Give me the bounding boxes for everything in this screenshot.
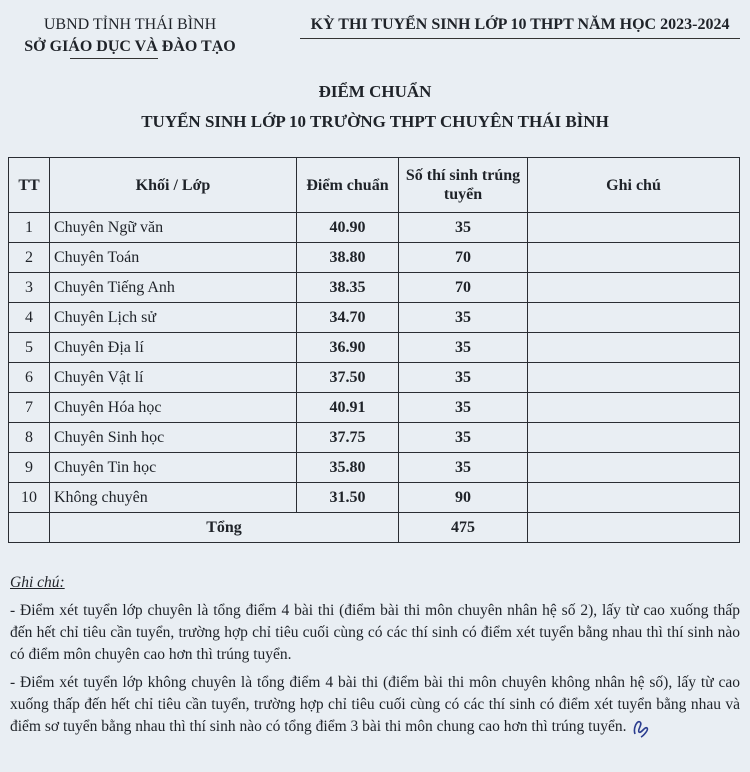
- notes-section: [10, 572, 740, 744]
- row-note: [528, 393, 740, 423]
- row-count: 35: [399, 333, 528, 363]
- row-note: [528, 243, 740, 273]
- total-row: [9, 513, 740, 543]
- total-count: 475: [399, 513, 528, 543]
- row-score: 40.90: [297, 213, 399, 243]
- row-note: [528, 423, 740, 453]
- row-count: 70: [399, 273, 528, 303]
- issuer-line-2: SỞ GIÁO DỤC VÀ ĐÀO TẠO: [24, 38, 236, 55]
- exam-header: [300, 14, 740, 39]
- row-note: [528, 363, 740, 393]
- row-tt: 4: [9, 303, 50, 333]
- row-count: 90: [399, 483, 528, 513]
- total-label: Tổng: [50, 513, 399, 543]
- row-count: 35: [399, 363, 528, 393]
- table-row: [9, 243, 740, 273]
- row-score: 40.91: [297, 393, 399, 423]
- row-class: Chuyên Tin học: [50, 453, 297, 483]
- row-class: Chuyên Tiếng Anh: [50, 273, 297, 303]
- row-count: 35: [399, 423, 528, 453]
- row-tt: 6: [9, 363, 50, 393]
- header-note: Ghi chú: [528, 158, 740, 213]
- row-score: 34.70: [297, 303, 399, 333]
- table-row: [9, 213, 740, 243]
- document-title: ĐIỂM CHUẨN: [318, 82, 432, 101]
- row-count: 35: [399, 303, 528, 333]
- table-row: [9, 363, 740, 393]
- header-score: Điểm chuẩn: [297, 158, 399, 213]
- header-count: Số thí sinh trúng tuyển: [399, 158, 528, 213]
- total-tt: [9, 513, 50, 543]
- issuer-line-1: UBND TỈNH THÁI BÌNH: [43, 16, 217, 33]
- note-item-2-text: - Điểm xét tuyển lớp không chuyên là tổng điểm 4 bài thi (điểm bài thi môn chuyên không nhân hệ số), lấy từ cao xuống thấp đến hết chỉ tiêu cần tuyển, trường hợp chỉ tiêu cuối cùng có các thí sinh có điểm xét tuyển bằng nhau và điểm sơ tuyển bằng nhau thì thí sinh nào có tổng điểm 3 bài thi môn chung cao hơn thì trúng tuyển.: [10, 674, 740, 735]
- table-row: [9, 423, 740, 453]
- row-note: [528, 453, 740, 483]
- row-class: Không chuyên: [50, 483, 297, 513]
- row-tt: 9: [9, 453, 50, 483]
- row-tt: 3: [9, 273, 50, 303]
- row-tt: 2: [9, 243, 50, 273]
- row-score: 37.75: [297, 423, 399, 453]
- total-note: [528, 513, 740, 543]
- note-item-1: - Điểm xét tuyển lớp chuyên là tổng điểm 4 bài thi (điểm bài thi môn chuyên nhân hệ số 2), lấy từ cao xuống thấp đến hết chỉ tiêu cần tuyển, trường hợp chỉ tiêu cuối cùng có các thí sinh có điểm xét tuyển bằng nhau thì thí sinh nào có điểm môn chuyên cao hơn thì trúng tuyển.: [10, 602, 740, 663]
- issuer-header: [10, 14, 250, 59]
- table-row: [9, 303, 740, 333]
- row-tt: 10: [9, 483, 50, 513]
- row-tt: 5: [9, 333, 50, 363]
- row-class: Chuyên Sinh học: [50, 423, 297, 453]
- table-row: [9, 453, 740, 483]
- row-class: Chuyên Lịch sử: [50, 303, 297, 333]
- table-row: [9, 393, 740, 423]
- row-score: 36.90: [297, 333, 399, 363]
- signature-mark: [631, 716, 651, 738]
- notes-heading: Ghi chú:: [10, 574, 65, 591]
- row-count: 35: [399, 213, 528, 243]
- row-score: 35.80: [297, 453, 399, 483]
- row-count: 35: [399, 393, 528, 423]
- score-table: [8, 157, 740, 543]
- header-tt: TT: [9, 158, 50, 213]
- table-row: [9, 483, 740, 513]
- note-item-2: [10, 672, 740, 738]
- row-class: Chuyên Ngữ văn: [50, 213, 297, 243]
- exam-title: KỲ THI TUYỂN SINH LỚP 10 THPT NĂM HỌC 2023-2024: [310, 16, 730, 33]
- row-tt: 7: [9, 393, 50, 423]
- table-row: [9, 333, 740, 363]
- row-note: [528, 483, 740, 513]
- exam-underline: [300, 38, 740, 39]
- row-class: Chuyên Địa lí: [50, 333, 297, 363]
- row-note: [528, 273, 740, 303]
- row-count: 35: [399, 453, 528, 483]
- row-note: [528, 333, 740, 363]
- row-note: [528, 213, 740, 243]
- row-class: Chuyên Hóa học: [50, 393, 297, 423]
- row-score: 31.50: [297, 483, 399, 513]
- row-class: Chuyên Vật lí: [50, 363, 297, 393]
- row-score: 38.80: [297, 243, 399, 273]
- row-count: 70: [399, 243, 528, 273]
- row-score: 37.50: [297, 363, 399, 393]
- header-class: Khối / Lớp: [50, 158, 297, 213]
- table-row: [9, 273, 740, 303]
- row-tt: 1: [9, 213, 50, 243]
- row-score: 38.35: [297, 273, 399, 303]
- issuer-underline: [70, 58, 158, 59]
- row-class: Chuyên Toán: [50, 243, 297, 273]
- row-note: [528, 303, 740, 333]
- row-tt: 8: [9, 423, 50, 453]
- document-subtitle: TUYỂN SINH LỚP 10 TRƯỜNG THPT CHUYÊN THÁI BÌNH: [141, 112, 609, 131]
- table-header-row: [9, 158, 740, 213]
